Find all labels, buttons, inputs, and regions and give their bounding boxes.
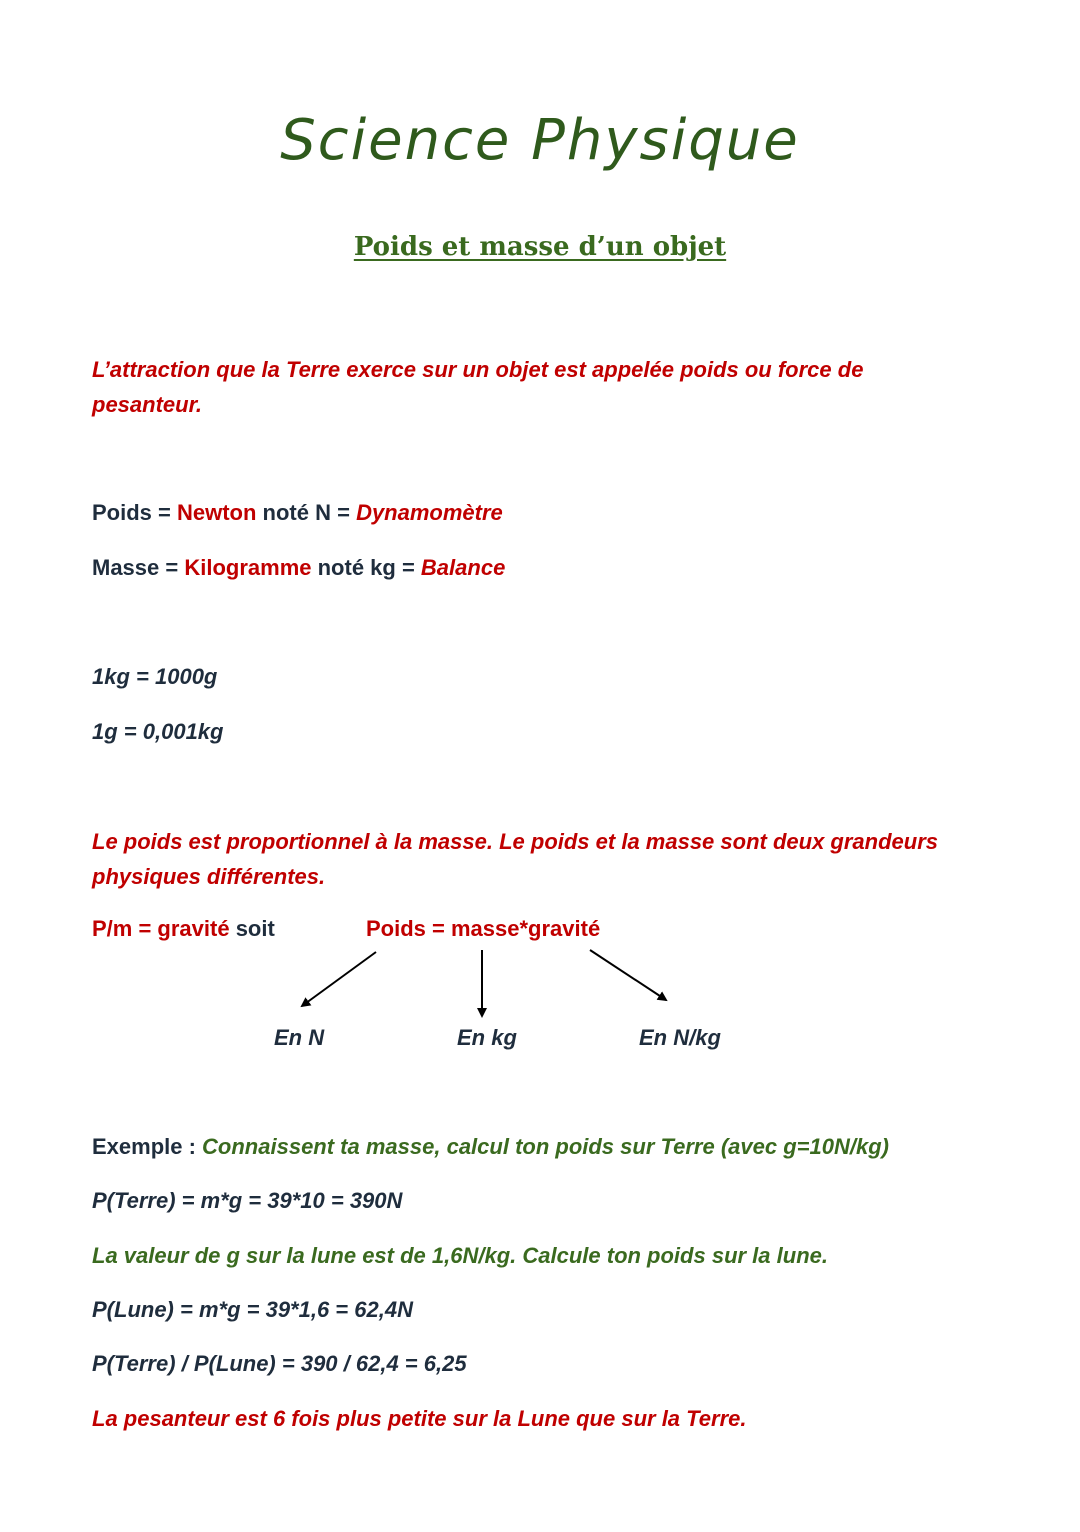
example-conclusion: La pesanteur est 6 fois plus petite sur la Lune que sur la Terre. bbox=[92, 1406, 747, 1431]
page-subtitle: Poids et masse d’un objet bbox=[353, 232, 727, 262]
poids-label: Poids = bbox=[92, 500, 177, 525]
example-line bbox=[92, 1134, 889, 1160]
unit-en-n-kg: En N/kg bbox=[639, 1025, 721, 1050]
poids-unit: Newton bbox=[176, 500, 257, 525]
proportionality-text: Le poids est proportionnel à la masse. Le poids et la masse sont deux grandeurs physiques différentes. bbox=[92, 829, 939, 889]
definition-text: L’attraction que la Terre exerce sur un objet est appelée poids ou force de pesanteur. bbox=[92, 357, 864, 417]
poids-note: noté N = bbox=[256, 500, 357, 525]
conversion-kg: 1kg = 1000g bbox=[92, 664, 218, 689]
example-lune: P(Lune) = m*g = 39*1,6 = 62,4N bbox=[92, 1297, 413, 1322]
poids-instrument: Dynamomètre bbox=[356, 500, 503, 525]
unit-en-n: En N bbox=[274, 1025, 325, 1050]
page-title: Science Physique bbox=[280, 108, 800, 173]
example-ratio: P(Terre) / P(Lune) = 390 / 62,4 = 6,25 bbox=[92, 1351, 467, 1376]
conversion-g: 1g = 0,001kg bbox=[92, 719, 224, 744]
unit-en-kg: En kg bbox=[457, 1025, 517, 1050]
arrow-to-gravite-unit bbox=[590, 950, 666, 1000]
example-lune-question: La valeur de g sur la lune est de 1,6N/kg. Calcule ton poids sur la lune. bbox=[92, 1243, 828, 1268]
formula-left-red: P/m = gravité bbox=[92, 916, 230, 941]
example-question: Connaissent ta masse, calcul ton poids sur Terre (avec g=10N/kg) bbox=[202, 1134, 889, 1159]
formula-left-dark: soit bbox=[229, 916, 275, 941]
masse-instrument: Balance bbox=[420, 555, 506, 580]
example-terre: P(Terre) = m*g = 39*10 = 390N bbox=[92, 1188, 403, 1213]
formula-main: Poids = masse*gravité bbox=[366, 916, 601, 941]
example-label: Exemple : bbox=[92, 1134, 203, 1159]
masse-unit: Kilogramme bbox=[184, 555, 312, 580]
masse-note: noté kg = bbox=[311, 555, 421, 580]
arrow-to-poids-unit bbox=[302, 952, 376, 1006]
masse-label: Masse = bbox=[92, 555, 185, 580]
